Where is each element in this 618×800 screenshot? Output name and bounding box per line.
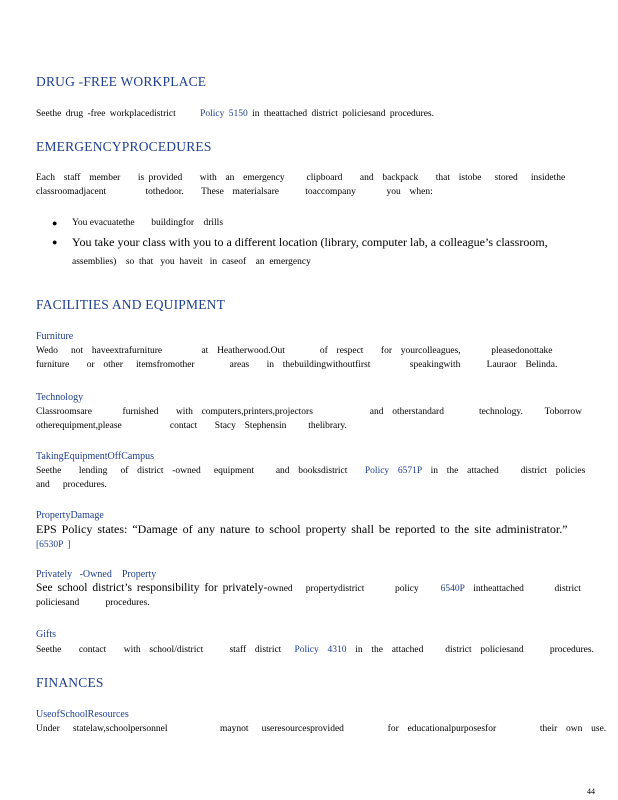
damage-line1: EPS Policy states: “Damage of any nature to school property shall be reported to the site administrator.” xyxy=(36,522,568,536)
subheading-taking-equipment: TakingEquipmentOffCampus xyxy=(36,451,154,462)
heading-finances: FINANCES xyxy=(36,675,104,690)
technology-line2: otherequipment,please contact Stacy Stephensin thelibrary. xyxy=(36,421,347,431)
emergency-paragraph-line2: classroomadjacent tothedoor. These materialsare toaccompany you when: xyxy=(36,187,433,197)
subheading-privately-owned: Privately -Owned Property xyxy=(36,569,157,580)
subheading-furniture: Furniture xyxy=(36,331,74,342)
heading-facilities-equipment: FACILITIES AND EQUIPMENT xyxy=(36,297,226,312)
bullet-dot-icon: ● xyxy=(52,218,58,228)
private-line1: See school district’s responsibility for privately-owned propertydistrict policy 6540P intheattached district xyxy=(36,582,581,594)
resources-line1: Under statelaw,schoolpersonnel maynot useresourcesprovided for educationalpurposesfor their own use. xyxy=(36,724,607,734)
heading-emergency-procedures: EMERGENCYPROCEDURES xyxy=(36,139,212,154)
subheading-use-of-school-resources: UseofSchoolResources xyxy=(36,709,129,720)
subheading-technology: Technology xyxy=(36,392,84,403)
policy-4310-link[interactable]: Policy 4310 xyxy=(294,645,347,655)
policy-6571p-link[interactable]: Policy 6571P xyxy=(364,466,422,476)
subheading-property-damage: PropertyDamage xyxy=(36,510,104,521)
page-number: 44 xyxy=(587,787,595,796)
policy-6540p-link[interactable]: 6540P xyxy=(440,584,465,594)
private-line2: policiesand procedures. xyxy=(36,598,150,608)
taking-equipment-line1: Seethe lending of district -owned equipment and booksdistrict Policy 6571P in the attached district policies xyxy=(36,466,586,476)
policy-6530p-link[interactable]: [6530P ] xyxy=(36,540,71,550)
policy-5150-link[interactable]: Policy 5150 xyxy=(200,109,248,119)
gifts-line1: Seethe contact with school/district staff district Policy 4310 in the attached district policiesand procedures. xyxy=(36,645,594,655)
taking-equipment-line2: and procedures. xyxy=(36,480,107,490)
furniture-line1: Wedo not haveextrafurniture at Heatherwood.Out of respect for yourcolleagues, pleasedonottake xyxy=(36,346,553,356)
technology-line1: Classroomsare furnished with computers,printers,projectors and otherstandard technology. Toborrow xyxy=(36,407,582,417)
bullet-dot-icon: ● xyxy=(52,237,58,247)
drug-free-paragraph: Seethe drug -free workplacedistrict Policy 5150 in theattached district policiesand procedures. xyxy=(36,109,434,119)
subheading-gifts: Gifts xyxy=(36,629,56,640)
emergency-paragraph-line1: Each staff member is provided with an emergency clipboard and backpack that istobe stored insidethe xyxy=(36,173,566,183)
furniture-line2: furniture or other itemsfromother areas in thebuildingwithoutfirst speakingwith Lauraor Belinda. xyxy=(36,360,558,370)
heading-drug-free: DRUG -FREE WORKPLACE xyxy=(36,74,207,89)
